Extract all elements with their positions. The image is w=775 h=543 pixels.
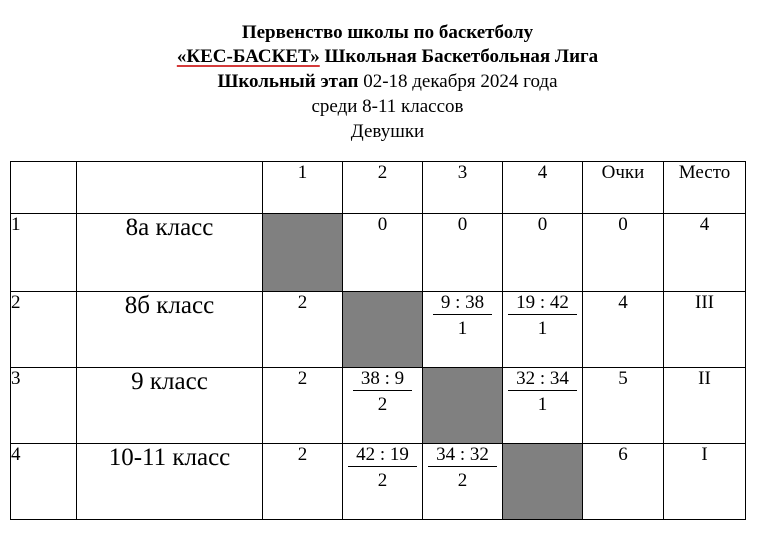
score-fraction: [353, 368, 412, 415]
col-header-4: 4: [503, 162, 583, 214]
stage-label: Школьный этап: [217, 71, 359, 92]
match-score: 19 : 42: [508, 292, 577, 315]
match-result-cell: [343, 444, 423, 520]
league-brand: «КЕС-БАСКЕТ»: [176, 46, 320, 67]
match-score: 9 : 38: [433, 292, 492, 315]
match-result-cell: [503, 368, 583, 444]
match-result-cell: [423, 444, 503, 520]
place-cell: III: [664, 292, 746, 368]
match-value-cell: 2: [263, 444, 343, 520]
col-header-place: Место: [664, 162, 746, 214]
row-number: 1: [11, 214, 77, 292]
place-cell: I: [664, 444, 746, 520]
match-result-cell: [423, 292, 503, 368]
team-name: 8а класс: [77, 214, 263, 292]
match-value-cell: 0: [503, 214, 583, 292]
match-score: 34 : 32: [428, 444, 497, 467]
points-cell: 0: [583, 214, 664, 292]
place-cell: 4: [664, 214, 746, 292]
team-row: [11, 444, 746, 520]
place-cell: II: [664, 368, 746, 444]
diagonal-cell: [343, 292, 423, 368]
match-points: 2: [457, 470, 468, 491]
match-points: 1: [457, 318, 468, 339]
diagonal-cell: [423, 368, 503, 444]
stage-dates: 02-18 декабря 2024 года: [358, 71, 558, 92]
team-row: [11, 214, 746, 292]
team-name: 10-11 класс: [77, 444, 263, 520]
header-team-cell: [77, 162, 263, 214]
team-row: [11, 368, 746, 444]
match-value-cell: 0: [343, 214, 423, 292]
col-header-1: 1: [263, 162, 343, 214]
diagonal-cell: [503, 444, 583, 520]
team-row: [11, 292, 746, 368]
category-line: Девушки: [350, 121, 425, 142]
match-value-cell: 2: [263, 292, 343, 368]
score-fraction: [508, 368, 577, 415]
match-score: 38 : 9: [353, 368, 412, 391]
header-empty-cell: [11, 162, 77, 214]
points-cell: 5: [583, 368, 664, 444]
col-header-points: Очки: [583, 162, 664, 214]
col-header-3: 3: [423, 162, 503, 214]
match-points: 1: [537, 318, 548, 339]
row-number: 4: [11, 444, 77, 520]
standings-table: [10, 161, 746, 520]
match-score: 32 : 34: [508, 368, 577, 391]
match-points: 1: [537, 394, 548, 415]
row-number: 2: [11, 292, 77, 368]
points-cell: 6: [583, 444, 664, 520]
league-line: [0, 46, 775, 68]
classes-line: среди 8-11 классов: [311, 96, 464, 117]
stage-line: [0, 71, 775, 93]
match-result-cell: [343, 368, 423, 444]
match-points: 2: [377, 470, 388, 491]
points-cell: 4: [583, 292, 664, 368]
score-fraction: [348, 444, 417, 491]
col-header-2: 2: [343, 162, 423, 214]
diagonal-cell: [263, 214, 343, 292]
score-fraction: [508, 292, 577, 339]
match-result-cell: [503, 292, 583, 368]
row-number: 3: [11, 368, 77, 444]
team-name: 8б класс: [77, 292, 263, 368]
title-line: Первенство школы по баскетболу: [241, 22, 534, 43]
score-fraction: [433, 292, 492, 339]
match-score: 42 : 19: [348, 444, 417, 467]
match-value-cell: 0: [423, 214, 503, 292]
team-name: 9 класс: [77, 368, 263, 444]
score-fraction: [428, 444, 497, 491]
header-row: [11, 162, 746, 214]
match-points: 2: [377, 394, 388, 415]
league-name: Школьная Баскетбольная Лига: [319, 46, 599, 67]
match-value-cell: 2: [263, 368, 343, 444]
